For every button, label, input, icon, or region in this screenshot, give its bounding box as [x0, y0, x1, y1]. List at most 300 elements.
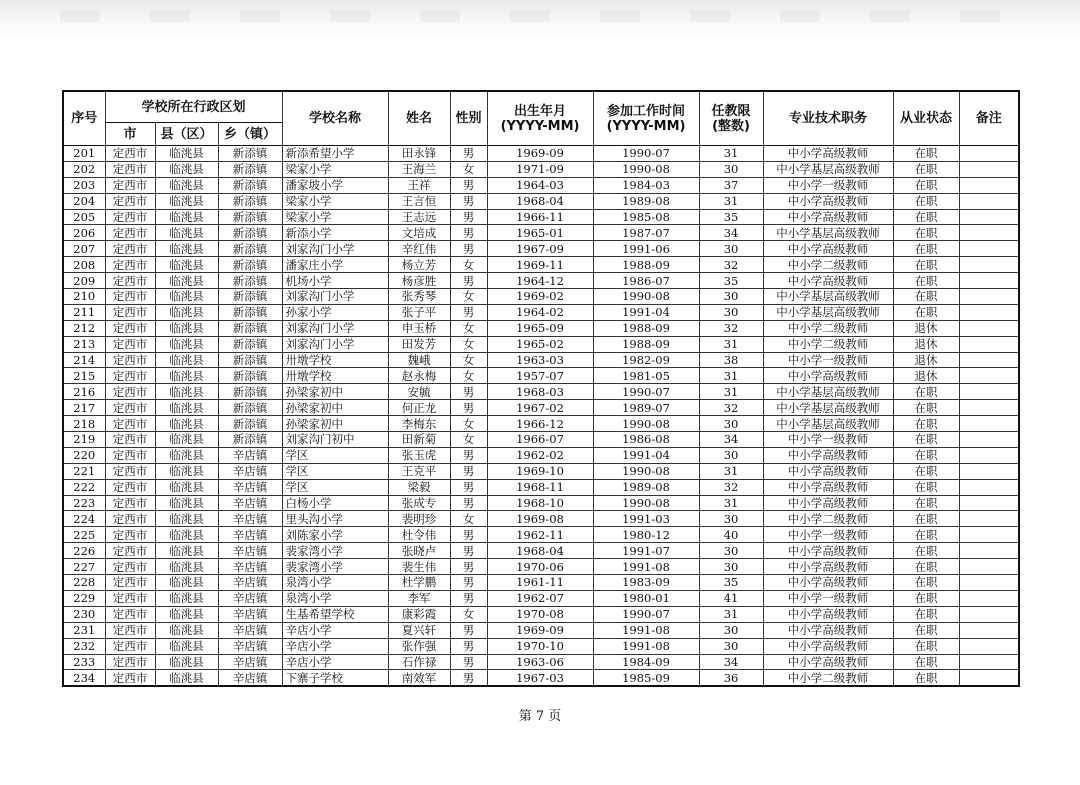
cell-years: 31 — [699, 193, 763, 209]
cell-city: 定西市 — [105, 241, 155, 257]
cell-years: 41 — [699, 590, 763, 606]
cell-seq: 227 — [63, 559, 105, 575]
cell-seq: 201 — [63, 146, 105, 162]
cell-work: 1991-06 — [593, 241, 699, 257]
col-county: 县（区） — [155, 123, 218, 146]
cell-town: 新添镇 — [218, 320, 282, 336]
cell-name: 张子平 — [388, 304, 450, 320]
cell-years: 30 — [699, 543, 763, 559]
cell-note — [959, 336, 1019, 352]
cell-work: 1980-12 — [593, 527, 699, 543]
cell-town: 辛店镇 — [218, 543, 282, 559]
cell-school: 学区 — [282, 479, 388, 495]
cell-status: 在职 — [893, 670, 959, 686]
cell-gender: 男 — [450, 304, 487, 320]
table-row — [63, 225, 1019, 241]
col-city: 市 — [105, 123, 155, 146]
cell-note — [959, 209, 1019, 225]
cell-county: 临洮县 — [155, 416, 218, 432]
cell-status: 在职 — [893, 161, 959, 177]
cell-gender: 男 — [450, 575, 487, 591]
cell-town: 辛店镇 — [218, 495, 282, 511]
cell-name: 张秀琴 — [388, 289, 450, 305]
cell-status: 在职 — [893, 193, 959, 209]
cell-status: 在职 — [893, 146, 959, 162]
cell-years: 31 — [699, 368, 763, 384]
cell-years: 31 — [699, 463, 763, 479]
cell-gender: 女 — [450, 336, 487, 352]
cell-years: 30 — [699, 416, 763, 432]
cell-county: 临洮县 — [155, 495, 218, 511]
cell-note — [959, 384, 1019, 400]
cell-town: 辛店镇 — [218, 575, 282, 591]
cell-town: 新添镇 — [218, 209, 282, 225]
cell-name: 梁毅 — [388, 479, 450, 495]
roster-body — [63, 146, 1019, 687]
cell-name: 何正龙 — [388, 400, 450, 416]
cell-city: 定西市 — [105, 209, 155, 225]
cell-town: 新添镇 — [218, 416, 282, 432]
cell-seq: 231 — [63, 622, 105, 638]
cell-note — [959, 352, 1019, 368]
table-row — [63, 304, 1019, 320]
cell-status: 在职 — [893, 511, 959, 527]
cell-city: 定西市 — [105, 447, 155, 463]
cell-name: 张玉虎 — [388, 447, 450, 463]
table-row — [63, 638, 1019, 654]
cell-gender: 女 — [450, 320, 487, 336]
cell-note — [959, 495, 1019, 511]
table-row — [63, 527, 1019, 543]
table-row — [63, 590, 1019, 606]
cell-gender: 女 — [450, 432, 487, 448]
cell-town: 新添镇 — [218, 352, 282, 368]
cell-county: 临洮县 — [155, 543, 218, 559]
table-row — [63, 241, 1019, 257]
cell-title: 中小学一级教师 — [763, 432, 893, 448]
cell-title: 中小学高级教师 — [763, 193, 893, 209]
cell-seq: 205 — [63, 209, 105, 225]
cell-city: 定西市 — [105, 289, 155, 305]
cell-town: 辛店镇 — [218, 479, 282, 495]
cell-work: 1988-09 — [593, 336, 699, 352]
cell-town: 辛店镇 — [218, 670, 282, 686]
cell-town: 新添镇 — [218, 384, 282, 400]
cell-years: 38 — [699, 352, 763, 368]
cell-birth: 1963-06 — [487, 654, 593, 670]
cell-school: 孙梁家初中 — [282, 384, 388, 400]
cell-gender: 男 — [450, 622, 487, 638]
table-row — [63, 257, 1019, 273]
cell-status: 退休 — [893, 320, 959, 336]
cell-town: 辛店镇 — [218, 622, 282, 638]
cell-title: 中小学基层高级教师 — [763, 161, 893, 177]
cell-birth: 1970-10 — [487, 638, 593, 654]
cell-city: 定西市 — [105, 479, 155, 495]
table-row — [63, 209, 1019, 225]
cell-title: 中小学基层高级教师 — [763, 289, 893, 305]
cell-note — [959, 638, 1019, 654]
cell-title: 中小学高级教师 — [763, 638, 893, 654]
cell-town: 新添镇 — [218, 225, 282, 241]
cell-title: 中小学高级教师 — [763, 479, 893, 495]
cell-years: 30 — [699, 241, 763, 257]
cell-gender: 女 — [450, 511, 487, 527]
cell-name: 杜令伟 — [388, 527, 450, 543]
cell-work: 1991-08 — [593, 622, 699, 638]
cell-seq: 212 — [63, 320, 105, 336]
cell-name: 王言恒 — [388, 193, 450, 209]
cell-county: 临洮县 — [155, 352, 218, 368]
table-row — [63, 479, 1019, 495]
cell-title: 中小学高级教师 — [763, 273, 893, 289]
cell-city: 定西市 — [105, 638, 155, 654]
table-row — [63, 193, 1019, 209]
cell-name: 申玉桥 — [388, 320, 450, 336]
cell-birth: 1969-10 — [487, 463, 593, 479]
cell-town: 新添镇 — [218, 304, 282, 320]
cell-county: 临洮县 — [155, 432, 218, 448]
cell-name: 杨彦胜 — [388, 273, 450, 289]
cell-school: 刘家沟门小学 — [282, 336, 388, 352]
cell-town: 辛店镇 — [218, 606, 282, 622]
cell-title: 中小学高级教师 — [763, 209, 893, 225]
cell-school: 梁家小学 — [282, 161, 388, 177]
cell-note — [959, 225, 1019, 241]
cell-title: 中小学高级教师 — [763, 368, 893, 384]
cell-years: 31 — [699, 606, 763, 622]
cell-school: 生基希望学校 — [282, 606, 388, 622]
cell-name: 安毓 — [388, 384, 450, 400]
roster-sheet — [62, 90, 1018, 687]
col-title: 专业技术职务 — [763, 91, 893, 146]
cell-town: 新添镇 — [218, 193, 282, 209]
cell-title: 中小学一级教师 — [763, 527, 893, 543]
cell-status: 在职 — [893, 257, 959, 273]
cell-work: 1983-09 — [593, 575, 699, 591]
cell-name: 张晓卢 — [388, 543, 450, 559]
cell-city: 定西市 — [105, 511, 155, 527]
cell-work: 1990-08 — [593, 416, 699, 432]
cell-seq: 203 — [63, 177, 105, 193]
header-row-top — [63, 91, 1019, 123]
cell-work: 1990-07 — [593, 146, 699, 162]
cell-town: 新添镇 — [218, 368, 282, 384]
cell-seq: 229 — [63, 590, 105, 606]
cell-title: 中小学基层高级教师 — [763, 384, 893, 400]
cell-name: 李梅东 — [388, 416, 450, 432]
table-row — [63, 575, 1019, 591]
cell-name: 文培成 — [388, 225, 450, 241]
cell-years: 35 — [699, 273, 763, 289]
cell-city: 定西市 — [105, 193, 155, 209]
cell-town: 新添镇 — [218, 336, 282, 352]
cell-seq: 228 — [63, 575, 105, 591]
cell-title: 中小学基层高级教师 — [763, 304, 893, 320]
cell-city: 定西市 — [105, 670, 155, 686]
cell-gender: 女 — [450, 368, 487, 384]
cell-seq: 226 — [63, 543, 105, 559]
cell-seq: 217 — [63, 400, 105, 416]
cell-city: 定西市 — [105, 320, 155, 336]
cell-town: 辛店镇 — [218, 447, 282, 463]
cell-years: 36 — [699, 670, 763, 686]
cell-work: 1988-09 — [593, 320, 699, 336]
cell-title: 中小学一级教师 — [763, 590, 893, 606]
cell-city: 定西市 — [105, 352, 155, 368]
cell-work: 1986-08 — [593, 432, 699, 448]
cell-status: 在职 — [893, 225, 959, 241]
cell-town: 辛店镇 — [218, 559, 282, 575]
cell-county: 临洮县 — [155, 177, 218, 193]
cell-city: 定西市 — [105, 273, 155, 289]
cell-seq: 218 — [63, 416, 105, 432]
cell-school: 孙家小学 — [282, 304, 388, 320]
cell-county: 临洮县 — [155, 606, 218, 622]
cell-status: 在职 — [893, 590, 959, 606]
cell-city: 定西市 — [105, 590, 155, 606]
cell-years: 30 — [699, 161, 763, 177]
cell-school: 梁家小学 — [282, 193, 388, 209]
cell-birth: 1965-01 — [487, 225, 593, 241]
cell-note — [959, 257, 1019, 273]
cell-gender: 男 — [450, 177, 487, 193]
table-row — [63, 289, 1019, 305]
cell-status: 在职 — [893, 304, 959, 320]
cell-town: 辛店镇 — [218, 463, 282, 479]
cell-seq: 209 — [63, 273, 105, 289]
cell-work: 1985-09 — [593, 670, 699, 686]
cell-gender: 男 — [450, 590, 487, 606]
cell-birth: 1964-02 — [487, 304, 593, 320]
cell-work: 1980-01 — [593, 590, 699, 606]
cell-note — [959, 479, 1019, 495]
table-row — [63, 432, 1019, 448]
cell-status: 在职 — [893, 241, 959, 257]
cell-title: 中小学一级教师 — [763, 352, 893, 368]
cell-birth: 1969-02 — [487, 289, 593, 305]
cell-seq: 206 — [63, 225, 105, 241]
cell-note — [959, 304, 1019, 320]
cell-birth: 1962-07 — [487, 590, 593, 606]
cell-note — [959, 161, 1019, 177]
cell-gender: 女 — [450, 161, 487, 177]
cell-title: 中小学二级教师 — [763, 511, 893, 527]
cell-school: 新添希望小学 — [282, 146, 388, 162]
cell-county: 临洮县 — [155, 511, 218, 527]
cell-years: 31 — [699, 336, 763, 352]
cell-name: 南效军 — [388, 670, 450, 686]
cell-city: 定西市 — [105, 654, 155, 670]
cell-gender: 女 — [450, 257, 487, 273]
cell-gender: 男 — [450, 654, 487, 670]
cell-work: 1991-08 — [593, 559, 699, 575]
cell-birth: 1970-06 — [487, 559, 593, 575]
cell-county: 临洮县 — [155, 257, 218, 273]
cell-name: 裴生伟 — [388, 559, 450, 575]
cell-school: 孙梁家初中 — [282, 400, 388, 416]
cell-town: 辛店镇 — [218, 638, 282, 654]
cell-status: 在职 — [893, 447, 959, 463]
cell-status: 退休 — [893, 352, 959, 368]
cell-name: 裴明珍 — [388, 511, 450, 527]
cell-seq: 234 — [63, 670, 105, 686]
cell-county: 临洮县 — [155, 559, 218, 575]
cell-years: 37 — [699, 177, 763, 193]
cell-birth: 1967-03 — [487, 670, 593, 686]
cell-town: 新添镇 — [218, 161, 282, 177]
col-status: 从业状态 — [893, 91, 959, 146]
cell-work: 1990-07 — [593, 384, 699, 400]
cell-status: 在职 — [893, 384, 959, 400]
cell-name: 魏峨 — [388, 352, 450, 368]
cell-gender: 女 — [450, 289, 487, 305]
cell-title: 中小学二级教师 — [763, 320, 893, 336]
cell-status: 在职 — [893, 273, 959, 289]
col-note: 备注 — [959, 91, 1019, 146]
cell-title: 中小学基层高级教师 — [763, 225, 893, 241]
cell-note — [959, 241, 1019, 257]
cell-school: 潘家庄小学 — [282, 257, 388, 273]
cell-city: 定西市 — [105, 463, 155, 479]
cell-work: 1988-09 — [593, 257, 699, 273]
cell-gender: 男 — [450, 670, 487, 686]
cell-county: 临洮县 — [155, 225, 218, 241]
cell-seq: 213 — [63, 336, 105, 352]
cell-work: 1989-08 — [593, 479, 699, 495]
cell-city: 定西市 — [105, 416, 155, 432]
cell-gender: 女 — [450, 606, 487, 622]
cell-work: 1990-08 — [593, 289, 699, 305]
cell-title: 中小学高级教师 — [763, 241, 893, 257]
col-years: 任教限 (整数) — [699, 91, 763, 146]
cell-school: 白杨小学 — [282, 495, 388, 511]
cell-status: 在职 — [893, 527, 959, 543]
cell-name: 杨立芳 — [388, 257, 450, 273]
col-name: 姓名 — [388, 91, 450, 146]
cell-school: 泉湾小学 — [282, 590, 388, 606]
col-work: 参加工作时间 (YYYY-MM) — [593, 91, 699, 146]
cell-years: 32 — [699, 257, 763, 273]
table-row — [63, 543, 1019, 559]
cell-birth: 1965-02 — [487, 336, 593, 352]
cell-note — [959, 146, 1019, 162]
cell-birth: 1966-07 — [487, 432, 593, 448]
cell-years: 30 — [699, 622, 763, 638]
cell-title: 中小学高级教师 — [763, 606, 893, 622]
cell-status: 在职 — [893, 177, 959, 193]
cell-name: 张作强 — [388, 638, 450, 654]
cell-county: 临洮县 — [155, 463, 218, 479]
cell-birth: 1971-09 — [487, 161, 593, 177]
cell-seq: 232 — [63, 638, 105, 654]
cell-seq: 222 — [63, 479, 105, 495]
cell-school: 刘家沟门初中 — [282, 432, 388, 448]
cell-note — [959, 654, 1019, 670]
cell-title: 中小学高级教师 — [763, 495, 893, 511]
cell-county: 临洮县 — [155, 289, 218, 305]
teacher-roster-table — [62, 90, 1020, 687]
cell-note — [959, 432, 1019, 448]
cell-birth: 1966-11 — [487, 209, 593, 225]
table-row — [63, 654, 1019, 670]
cell-title: 中小学二级教师 — [763, 257, 893, 273]
cell-city: 定西市 — [105, 304, 155, 320]
table-row — [63, 606, 1019, 622]
cell-city: 定西市 — [105, 495, 155, 511]
cell-title: 中小学高级教师 — [763, 447, 893, 463]
cell-note — [959, 543, 1019, 559]
cell-years: 34 — [699, 654, 763, 670]
cell-work: 1990-08 — [593, 463, 699, 479]
cell-status: 在职 — [893, 654, 959, 670]
cell-status: 在职 — [893, 606, 959, 622]
cell-city: 定西市 — [105, 575, 155, 591]
cell-gender: 男 — [450, 146, 487, 162]
cell-school: 刘家沟门小学 — [282, 289, 388, 305]
cell-note — [959, 622, 1019, 638]
cell-town: 新添镇 — [218, 241, 282, 257]
cell-school: 孙梁家初中 — [282, 416, 388, 432]
cell-seq: 225 — [63, 527, 105, 543]
cell-county: 临洮县 — [155, 304, 218, 320]
cell-work: 1986-07 — [593, 273, 699, 289]
table-row — [63, 352, 1019, 368]
cell-county: 临洮县 — [155, 479, 218, 495]
cell-birth: 1965-09 — [487, 320, 593, 336]
cell-birth: 1969-11 — [487, 257, 593, 273]
cell-status: 退休 — [893, 368, 959, 384]
cell-name: 田新菊 — [388, 432, 450, 448]
cell-birth: 1968-10 — [487, 495, 593, 511]
cell-school: 刘家沟门小学 — [282, 241, 388, 257]
col-school: 学校名称 — [282, 91, 388, 146]
cell-work: 1991-04 — [593, 447, 699, 463]
cell-years: 35 — [699, 575, 763, 591]
cell-school: 刘陈家小学 — [282, 527, 388, 543]
cell-note — [959, 400, 1019, 416]
cell-seq: 221 — [63, 463, 105, 479]
cell-school: 梁家小学 — [282, 209, 388, 225]
cell-work: 1984-03 — [593, 177, 699, 193]
cell-birth: 1970-08 — [487, 606, 593, 622]
cell-gender: 男 — [450, 495, 487, 511]
cell-years: 30 — [699, 289, 763, 305]
cell-school: 裴家湾小学 — [282, 543, 388, 559]
cell-note — [959, 273, 1019, 289]
cell-name: 田永锋 — [388, 146, 450, 162]
cell-town: 新添镇 — [218, 146, 282, 162]
cell-city: 定西市 — [105, 543, 155, 559]
cell-county: 临洮县 — [155, 575, 218, 591]
cell-title: 中小学高级教师 — [763, 559, 893, 575]
cell-school: 新添小学 — [282, 225, 388, 241]
cell-town: 新添镇 — [218, 273, 282, 289]
cell-school: 学区 — [282, 447, 388, 463]
cell-title: 中小学基层高级教师 — [763, 416, 893, 432]
cell-city: 定西市 — [105, 606, 155, 622]
cell-work: 1990-08 — [593, 161, 699, 177]
table-row — [63, 670, 1019, 686]
cell-seq: 210 — [63, 289, 105, 305]
cell-years: 34 — [699, 432, 763, 448]
cell-work: 1989-07 — [593, 400, 699, 416]
cell-years: 30 — [699, 447, 763, 463]
cell-birth: 1966-12 — [487, 416, 593, 432]
cell-note — [959, 416, 1019, 432]
cell-status: 在职 — [893, 575, 959, 591]
cell-seq: 207 — [63, 241, 105, 257]
